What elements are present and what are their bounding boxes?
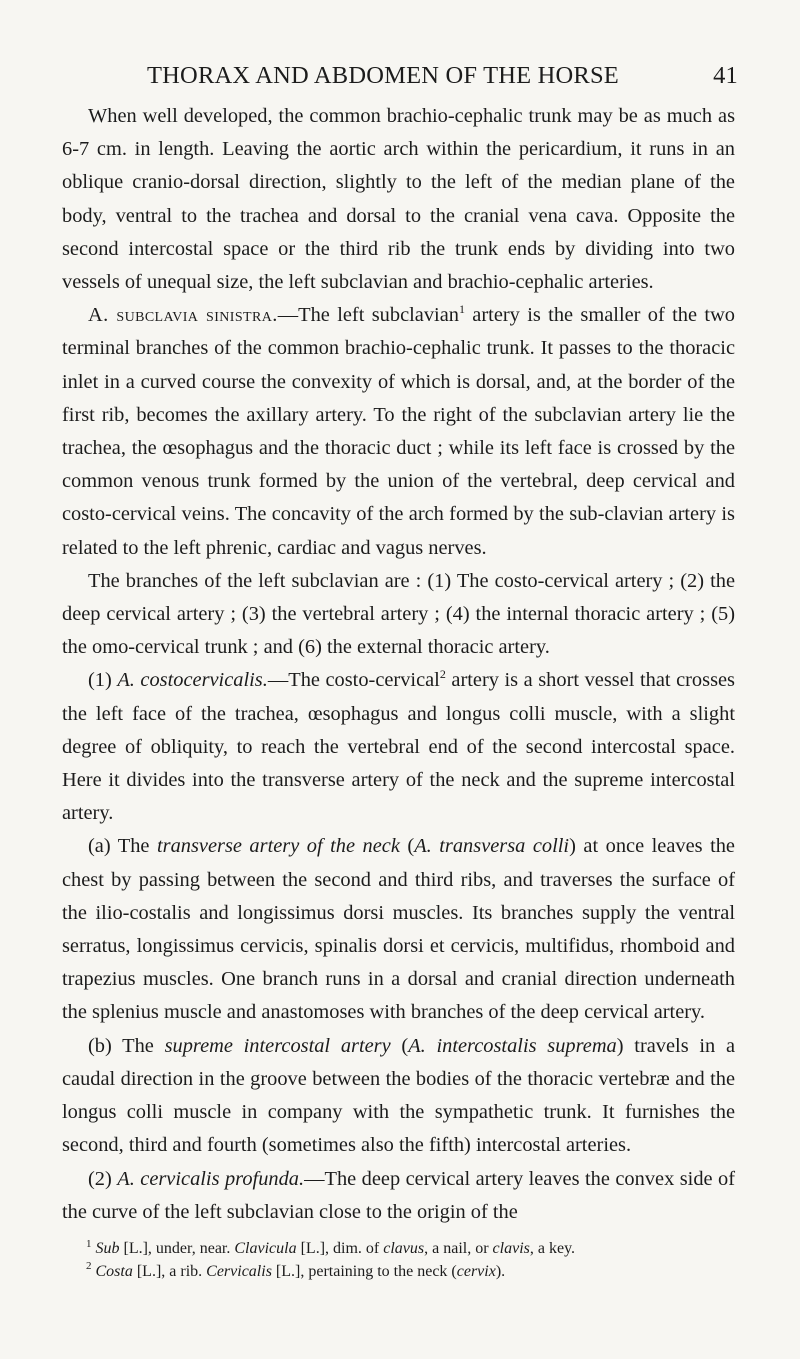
paragraph-text: artery is the smaller of the two terminal branches of the common brachio-cephalic trunk. It passes to the thoracic inlet in a curved course the convexity of which is dorsal, and, at the border of the first rib, becomes the axillary artery. To the right of the subclavian artery lie the trachea, the œsophagus and the thoracic duct ; while its left face is crossed by the common venous trunk formed by the union of the vertebral, deep cervical and costo-cervical veins. The concavity of the arch formed by the sub-clavian artery is related to the left phrenic, cardiac and vagus nerves. [62,304,735,559]
footnote-ref: 2 [439,667,446,682]
footnote-term: Clavicula [234,1240,297,1257]
paragraph-text: (1) [88,669,118,692]
footnote-text: [L.], a rib. [132,1262,207,1280]
paragraph-text: —The deep cervical artery leaves the convex side of the curve of the left subclavian close to the origin of the [62,1167,736,1223]
footnote-ref: 1 [458,302,465,317]
footnote-term: clavus [383,1240,425,1257]
paragraph-text: —The left subclavian [277,304,459,327]
footnote-text: , a key. [529,1240,576,1257]
term-heading: A. cervicalis profunda. [117,1167,305,1190]
footnote-text: , a nail, or [424,1240,493,1257]
footnote-text: ). [495,1262,506,1280]
footnote-1 [62,1238,735,1261]
running-header [147,62,738,102]
footnote-text: [L.], pertaining to the neck ( [271,1262,457,1280]
paragraph-text: ) at once leaves the chest by passing between the second and third ribs, and traverses the surface of the ilio-costalis and longissimus dorsi muscles. Its branches supply the ventral serratus, longissimus cervicis, spinalis dorsi et cervicis, multifidus, rhomboid and trapezius muscles. One branch runs in a dorsal and cranial direction underneath the splenius muscle and anastomoses with branches of the deep cervical artery. [62,835,735,1024]
footnote-text: [L.], under, near. [119,1240,235,1257]
paragraph-text: (2) [88,1167,118,1190]
footnotes [62,1238,735,1283]
paragraph-text: When well developed, the common brachio-cephalic trunk may be as much as 6-7 cm. in length. Leaving the aortic arch within the pericardium, it runs in an oblique cranio-dorsal direction, slightly to the left of the median plane of the body, ventral to the trachea and dorsal to the cranial vena cava. Opposite the second intercostal space or the third rib the trunk ends by dividing into two vessels of unequal size, the left subclavian and brachio-cephalic arteries. [62,105,735,294]
section-heading: A. subclavia sinistra. [88,304,278,327]
paragraph-transverse [62,830,735,1029]
term-heading: A. costocervicalis. [117,669,268,692]
paragraph-subclavia [62,299,735,565]
footnote-term: Sub [95,1240,120,1257]
paragraph-text: ) travels in a caudal direction in the groove between the bodies of the thoracic vertebræ and the longus colli muscle in company with the sympathetic trunk. It furnishes the second, third and fourth (sometimes also the fifth) intercostal arteries. [62,1034,736,1157]
term-heading: transverse artery of the neck [156,835,400,858]
paragraph-text: —The costo-cervical [267,669,440,692]
paragraph-text: ( [399,835,415,858]
paragraph-trunk [62,100,735,299]
footnote-term: Costa [95,1262,133,1280]
paragraph-costocervicalis [62,664,735,830]
footnote-mark: 2 [86,1260,92,1273]
footnote-term: cervix [456,1262,496,1280]
paragraph-text: (a) The [88,835,157,858]
paragraph-branches [62,565,735,665]
latin-term: A. intercostalis suprema [408,1034,617,1057]
body-text [62,100,735,1229]
footnote-term: clavis [492,1240,530,1257]
footnote-term: Cervicalis [206,1262,272,1280]
paragraph-supreme-intercostal [62,1030,735,1163]
latin-term: A. transversa colli [414,835,570,858]
paragraph-text: The branches of the left subclavian are : (1) The costo-cervical artery ; (2) the deep cervical artery ; (3) the vertebral artery ; (4) the internal thoracic artery ; (5) the omo-cervical trunk ; and (6) the external thoracic artery. [62,569,735,659]
paragraph-text: artery is a short vessel that crosses the left face of the trachea, œsophagus and longus colli muscle, with a slight degree of obliquity, to reach the vertebral end of the second intercostal space. Here it divides into the transverse artery of the neck and the supreme intercostal artery. [62,669,735,825]
footnote-mark: 1 [86,1237,92,1250]
term-heading: supreme intercostal artery [164,1034,391,1057]
paragraph-cervicalis-profunda [62,1163,735,1229]
footnote-text: [L.], dim. of [296,1240,384,1257]
footnote-2 [62,1261,735,1284]
paragraph-text: (b) The [88,1034,165,1057]
page-number: 41 [713,62,738,89]
paragraph-text: ( [390,1034,409,1057]
running-title: THORAX AND ABDOMEN OF THE HORSE [147,62,619,89]
